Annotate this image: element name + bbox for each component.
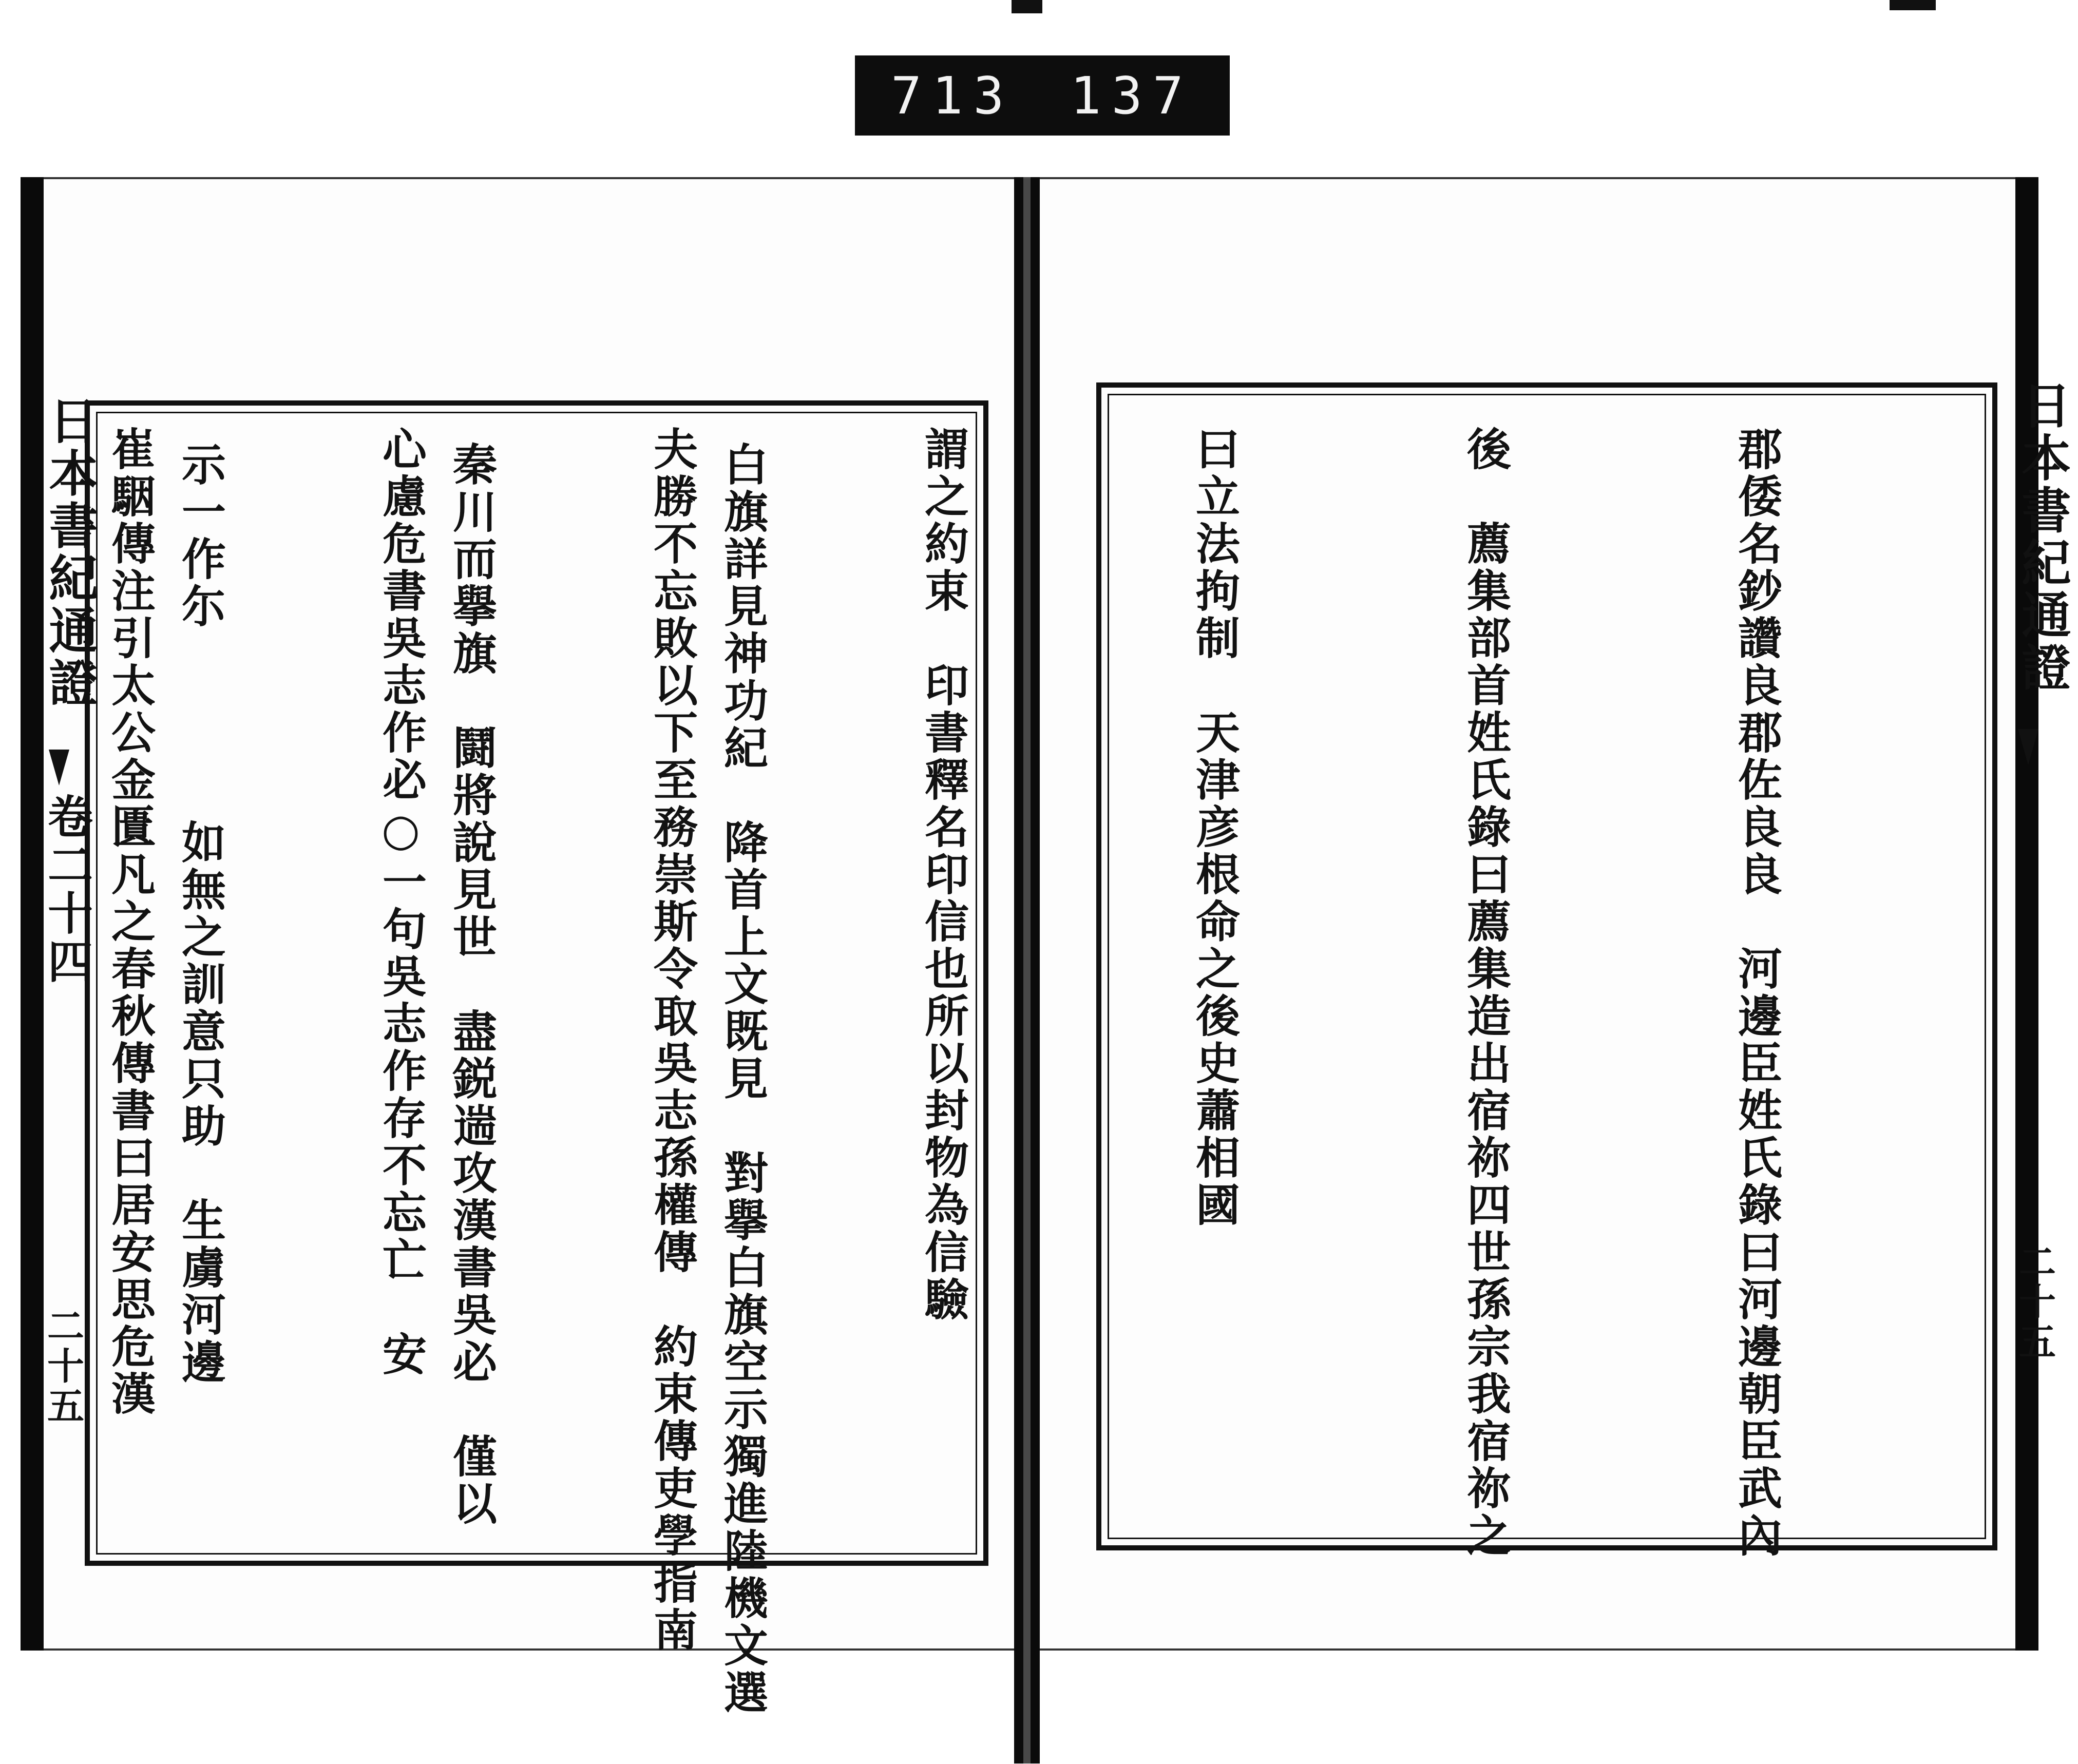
left-margin-title: 日本書紀通證 xyxy=(41,395,99,710)
tag-left-number: 713 xyxy=(891,65,1015,126)
tag-right-number: 137 xyxy=(1070,65,1194,126)
text-column: 白旗詳見神功紀 降首上文既見 對擧白旗空示獨進陸機文選 xyxy=(716,442,768,1717)
text-column: 郡倭名鈔讚良郡佐良良 河邊臣姓氏錄曰河邊朝臣武內 xyxy=(1730,426,1782,1560)
text-column: 秦川而擧旗 鬪將說見世 盡鋭遄攻漢書吳必 僅以 xyxy=(445,442,497,1528)
left-margin-folio: 二十五 xyxy=(41,1307,85,1427)
text-column: 曰立法拘制 天津彦根命之後史蕭相國 xyxy=(1188,426,1240,1229)
right-margin-folio: 二十五 xyxy=(2013,1242,2056,1363)
left-margin-volume: 卷二十四 xyxy=(41,793,94,986)
text-column: 崔駰傳注引太公金匱凡之春秋傳書曰居安思危漢 xyxy=(104,426,156,1418)
text-column: 夫勝不忘敗以下至務崇斯令取吳志孫權傳 約束傳吏學指南 xyxy=(646,426,698,1654)
archive-label-tag xyxy=(855,55,1230,136)
top-edge-marks xyxy=(0,0,2054,21)
text-column: 示一作尓 如無之訓意只助 生虜河邊 xyxy=(174,442,226,1386)
text-column: 後 薦集部首姓氏錄曰薦集造出宿祢四世孫宗我宿祢之 xyxy=(1459,426,1511,1560)
text-column: 謂之約束 印書釋名印信也所以封物為信驗 xyxy=(917,426,969,1324)
right-margin-title: 日本書紀通證 xyxy=(2014,380,2072,694)
text-column: 心慮危書吳志作必○一句吳志作存不忘亡 安 xyxy=(375,426,427,1378)
left-page-text xyxy=(105,442,968,1717)
